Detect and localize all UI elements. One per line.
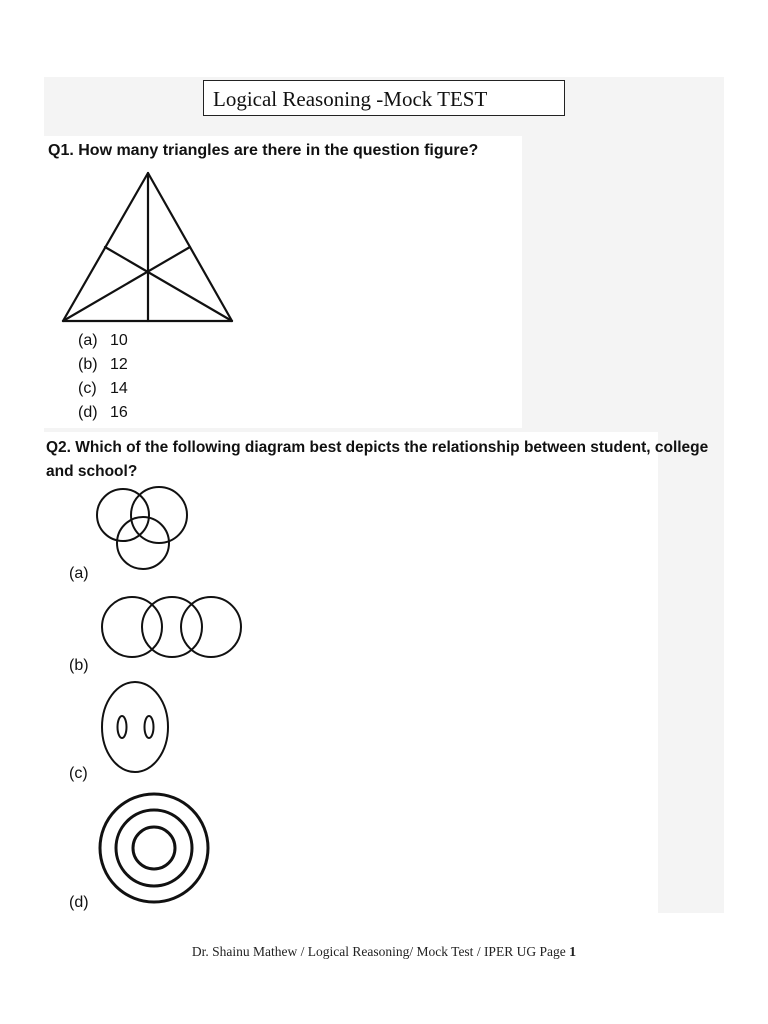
q1-option-b (78, 353, 128, 377)
q1-option-d (78, 401, 128, 425)
venn-diagram-c (100, 680, 174, 776)
venn-diagram-a (96, 486, 192, 572)
q1-option-d-value: 16 (110, 404, 128, 421)
inner-oval-left (118, 716, 127, 738)
venn-diagram-b (100, 594, 244, 664)
q1-option-b-label: (b) (78, 356, 98, 373)
q1-option-b-value: 12 (110, 356, 128, 373)
document-title: Logical Reasoning -Mock TEST (203, 80, 565, 116)
q1-option-d-label: (d) (78, 404, 98, 421)
circle-b1 (102, 597, 162, 657)
inner-oval-right (145, 716, 154, 738)
circle-d-middle (116, 810, 192, 886)
circle-b2 (142, 597, 202, 657)
q1-option-a-value: 10 (110, 332, 128, 349)
q2-option-d-label: (d) (69, 894, 89, 911)
q1-option-c-value: 14 (110, 380, 128, 397)
q1-option-c-label: (c) (78, 380, 97, 397)
question-1-text: Q1. How many triangles are there in the question figure? (48, 142, 479, 159)
q2-option-a-label: (a) (69, 565, 89, 582)
page-number: 1 (569, 945, 577, 960)
question-2-text-line-1: Q2. Which of the following diagram best depicts the relationship between student, college (46, 439, 709, 456)
circle-a2 (131, 487, 187, 543)
q1-option-a (78, 329, 128, 353)
circle-a1 (97, 489, 149, 541)
circle-d-inner (133, 827, 175, 869)
q1-option-a-label: (a) (78, 332, 98, 349)
bisector-line-right (105, 247, 232, 321)
footer-text: Dr. Shainu Mathew / Logical Reasoning/ Mock Test / IPER UG Page (191, 944, 570, 959)
question-2-text-line-2: and school? (46, 463, 138, 480)
page-footer (0, 944, 768, 961)
q1-option-c (78, 377, 128, 401)
q2-option-c-label: (c) (69, 765, 88, 782)
q2-option-b-label: (b) (69, 657, 89, 674)
venn-diagram-d (98, 791, 214, 907)
circle-b3 (181, 597, 241, 657)
bisector-line-left (63, 247, 190, 321)
triangle-figure (60, 170, 236, 326)
outer-oval (102, 682, 168, 772)
